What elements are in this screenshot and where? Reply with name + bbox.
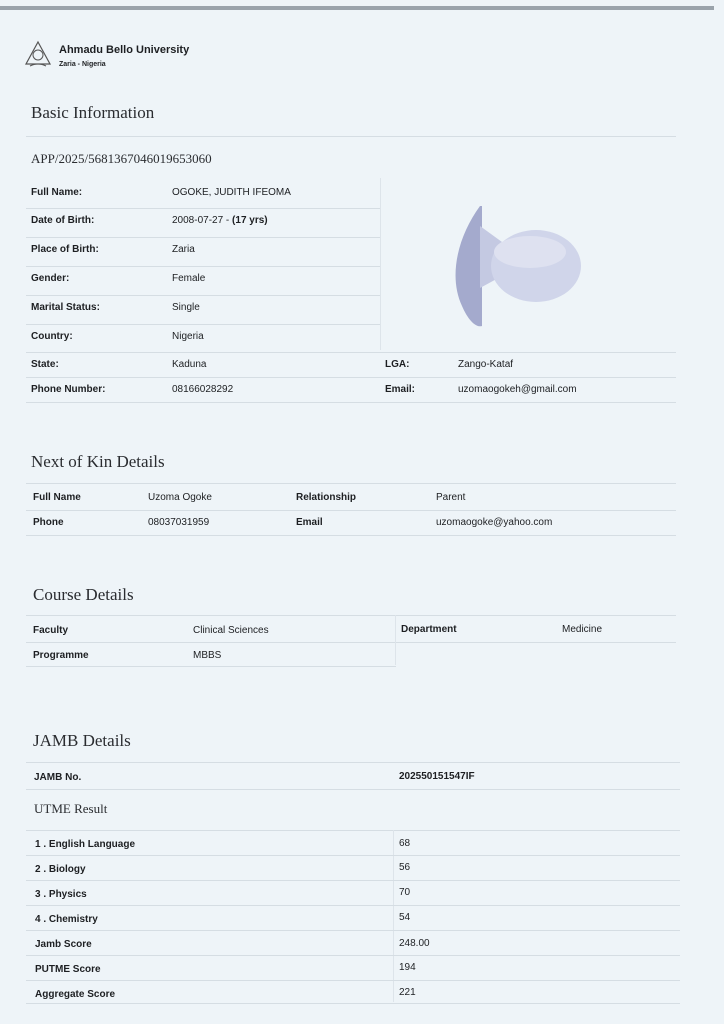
field-label: Full Name — [33, 492, 81, 503]
jamb-score-value: 248.00 — [399, 938, 430, 949]
field-label: Phone Number: — [31, 384, 106, 395]
course-title: Course Details — [33, 585, 134, 604]
subject-score: 68 — [399, 838, 411, 849]
kin-phone-value: 08037031959 — [148, 517, 210, 528]
divider — [26, 295, 380, 296]
programme-value: MBBS — [193, 650, 222, 661]
divider — [26, 483, 676, 484]
application-number: APP/2025/5681367046019653060 — [31, 151, 212, 166]
field-label: State: — [31, 359, 59, 370]
subject-score: 56 — [399, 862, 411, 873]
jamb-score-label: Jamb Score — [35, 939, 92, 950]
field-label: Place of Birth: — [31, 244, 99, 255]
kin-title: Next of Kin Details — [31, 452, 165, 471]
kin-email-value: uzomaogoke@yahoo.com — [436, 517, 553, 528]
divider — [26, 535, 676, 536]
kin-relationship-value: Parent — [436, 492, 466, 503]
divider — [26, 352, 676, 353]
aggregate-score-label: Aggregate Score — [35, 989, 116, 1000]
field-label: JAMB No. — [34, 772, 82, 783]
field-label: Email: — [385, 384, 416, 395]
divider — [26, 855, 680, 856]
field-label: Gender: — [31, 273, 70, 284]
divider — [395, 615, 396, 665]
university-location: Zaria - Nigeria — [59, 61, 106, 68]
divider — [26, 666, 396, 667]
divider — [26, 266, 380, 267]
divider — [26, 980, 680, 981]
field-label: Full Name: — [31, 187, 83, 198]
full-name-value: OGOKE, JUDITH IFEOMA — [172, 187, 291, 198]
gender-value: Female — [172, 273, 206, 284]
field-label: Faculty — [33, 625, 69, 636]
state-value: Kaduna — [172, 359, 207, 370]
field-label: Email — [296, 517, 323, 528]
field-label: Department — [401, 624, 457, 635]
dob-value: 2008-07-27 - (17 yrs) — [172, 215, 268, 226]
marital-status-value: Single — [172, 302, 200, 313]
field-label: Phone — [33, 517, 64, 528]
field-label: Date of Birth: — [31, 215, 95, 226]
divider — [26, 789, 680, 790]
field-label: Marital Status: — [31, 302, 100, 313]
subject-label: 1 . English Language — [35, 839, 136, 850]
divider — [26, 377, 676, 378]
field-label: LGA: — [385, 359, 410, 370]
field-label: Relationship — [296, 492, 357, 503]
divider — [26, 136, 676, 137]
utme-result-title: UTME Result — [34, 801, 108, 816]
divider — [26, 1003, 680, 1004]
place-of-birth-value: Zaria — [172, 244, 195, 255]
subject-score: 70 — [399, 887, 411, 898]
aggregate-score-value: 221 — [399, 987, 416, 998]
divider — [26, 930, 680, 931]
country-value: Nigeria — [172, 331, 204, 342]
divider — [26, 642, 676, 643]
divider — [26, 880, 680, 881]
department-value: Medicine — [562, 624, 603, 635]
field-label: Programme — [33, 650, 89, 661]
jamb-number-value: 202550151547IF — [399, 771, 475, 782]
divider — [26, 510, 676, 511]
divider — [26, 615, 676, 616]
divider — [26, 830, 680, 831]
email-value: uzomaogokeh@gmail.com — [458, 384, 577, 395]
divider — [26, 237, 380, 238]
divider — [380, 178, 381, 350]
basic-info-title: Basic Information — [31, 103, 155, 122]
passport-photo — [440, 196, 610, 336]
kin-name-value: Uzoma Ogoke — [148, 492, 212, 503]
putme-score-value: 194 — [399, 962, 416, 973]
divider — [26, 762, 680, 763]
top-border — [0, 6, 714, 10]
divider — [26, 402, 676, 403]
subject-label: 4 . Chemistry — [35, 914, 98, 925]
phone-value: 08166028292 — [172, 384, 234, 395]
divider — [26, 955, 680, 956]
putme-score-label: PUTME Score — [35, 964, 101, 975]
subject-label: 2 . Biology — [35, 864, 86, 875]
divider — [26, 324, 380, 325]
faculty-value: Clinical Sciences — [193, 625, 269, 636]
subject-label: 3 . Physics — [35, 889, 87, 900]
university-crest-icon — [24, 40, 52, 68]
divider — [26, 208, 380, 209]
subject-score: 54 — [399, 912, 411, 923]
field-label: Country: — [31, 331, 73, 342]
divider — [26, 905, 680, 906]
jamb-title: JAMB Details — [33, 731, 131, 750]
lga-value: Zango-Kataf — [458, 359, 514, 370]
university-name: Ahmadu Bello University — [59, 44, 190, 56]
